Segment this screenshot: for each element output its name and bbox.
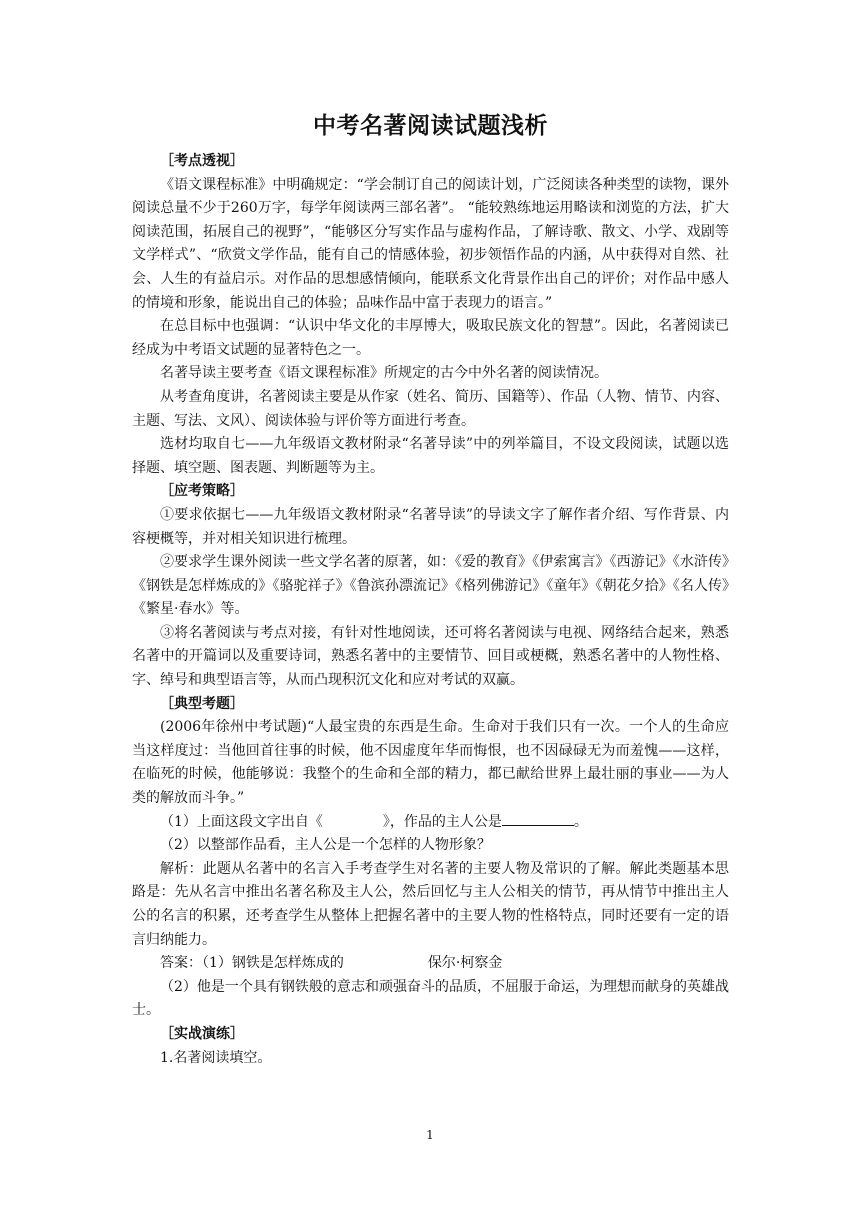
strategy-item-3: ③将名著阅读与考点对接，有针对性地阅读，还可将名著阅读与电视、网络结合起来，熟悉名著中的开篇词以及重要诗词，熟悉名著中的主要情节、回目或梗概，熟悉名著中的人物性格、字、绰号和典型语言等，从而凸现积沉文化和应对考试的双赢。 bbox=[132, 624, 729, 689]
section-heading-shizhan: ［实战演练］ bbox=[160, 1025, 244, 1042]
strategy-item-2: ②要求学生课外阅读一些文学名著的原著，如：《爱的教育》《伊索寓言》《西游记》《水浒传》《钢铁是怎样炼成的》《骆驼祥子》《鲁滨孙漂流记》《格列佛游记》《童年》《朝花夕拾》《名人传》《繁星·春水》等。 bbox=[132, 554, 729, 618]
paragraph-exam-angle: 从考查角度讲，名著阅读主要是从作家（姓名、简历、国籍等）、作品（人物、情节、内容、主题、写法、文风）、阅读体验与评价等方面进行考查。 bbox=[132, 388, 729, 429]
paragraph-guided-reading: 名著导读主要考查《语文课程标准》所规定的古今中外名著的阅读情况。 bbox=[160, 365, 608, 382]
question-1-part-a: （1）上面这段文字出自《 bbox=[160, 813, 323, 830]
section-heading-dianxing: ［典型考题］ bbox=[160, 695, 244, 712]
paragraph-curriculum-standard: 《语文课程标准》中明确规定：“学会制订自己的阅读计划，广泛阅读各种类型的读物，课外阅读总量不少于260万字，每学年阅读两三部名著”。 “能较熟练地运用略读和浏览的方法，扩大阅读范围，拓展自己的视野”，“能够区分写实作品与虚构作品，了解诗歌、散文、小学、戏剧等文学样式”、“欣赏文学作品，能有自己的情感体验，初步领悟作品的内涵，从中获得对自然、社会、人生的有益启示。对作品的思想感情倾向，能联系文化背景作出自己的评价；对作品中感人的情境和形象，能说出自己的体验；品味作品中富于表现力的语言。” bbox=[132, 176, 729, 311]
question-1-blank-protagonist bbox=[502, 811, 574, 826]
document-title: 中考名著阅读试题浅析 bbox=[313, 113, 548, 139]
question-1-part-b: 》，作品的主人公是 bbox=[382, 813, 502, 830]
answer-1-protagonist: 保尔·柯察金 bbox=[427, 955, 503, 972]
answer-line-1 bbox=[132, 952, 729, 976]
question-1 bbox=[132, 811, 729, 835]
answer-line-2: （2）他是一个具有钢铁般的意志和顽强奋斗的品质，不屈服于命运，为理想而献身的英雄战士。 bbox=[132, 978, 729, 1019]
example-quote-paragraph: (2006年徐州中考试题)“人最宝贵的东西是生命。生命对于我们只有一次。一个人的生命应当这样度过：当他回首往事的时候，他不因虚度年华而悔恨，也不因碌碌无为而羞愧——这样，在临死的时候，他能够说：我整个的生命和全部的精力，都已献给世界上最壮丽的事业——为人类的解放而斗争。” bbox=[132, 719, 729, 807]
section-heading-kaodian: ［考点透视］ bbox=[160, 153, 244, 169]
document-page bbox=[132, 108, 729, 1070]
question-2: （2）以整部作品看，主人公是一个怎样的人物形象？ bbox=[160, 837, 491, 854]
paragraph-overall-goal: 在总目标中也强调：“认识中华文化的丰厚博大，吸取民族文化的智慧”。因此，名著阅读已经成为中考语文试题的显著特色之一。 bbox=[132, 318, 729, 358]
paragraph-material-selection: 选材均取自七——九年级语文教材附录“名著导读”中的列举篇目，不设文段阅读，试题以选择题、填空题、图表题、判断题等为主。 bbox=[132, 436, 729, 476]
analysis-paragraph: 解析：此题从名著中的名言入手考查学生对名著的主要人物及常识的了解。解此类题基本思路是：先从名言中推出名著名称及主人公，然后回忆与主人公相关的情节，再从情节中推出主人公的名言的积累，还考查学生从整体上把握名著中的主要人物的性格特点，同时还要有一定的语言归纳能力。 bbox=[132, 860, 729, 948]
exercise-item-1: 1.名著阅读填空。 bbox=[160, 1049, 272, 1066]
section-heading-celue: ［应考策略］ bbox=[160, 483, 244, 500]
strategy-item-1: ①要求依据七——九年级语文教材附录“名著导读”的导读文字了解作者介绍、写作背景、内容梗概等，并对相关知识进行梳理。 bbox=[132, 506, 729, 547]
answer-1-book: 答案：（1）钢铁是怎样炼成的 bbox=[160, 955, 344, 972]
question-1-part-c: 。 bbox=[573, 813, 588, 830]
page-number: 1 bbox=[426, 1128, 434, 1142]
